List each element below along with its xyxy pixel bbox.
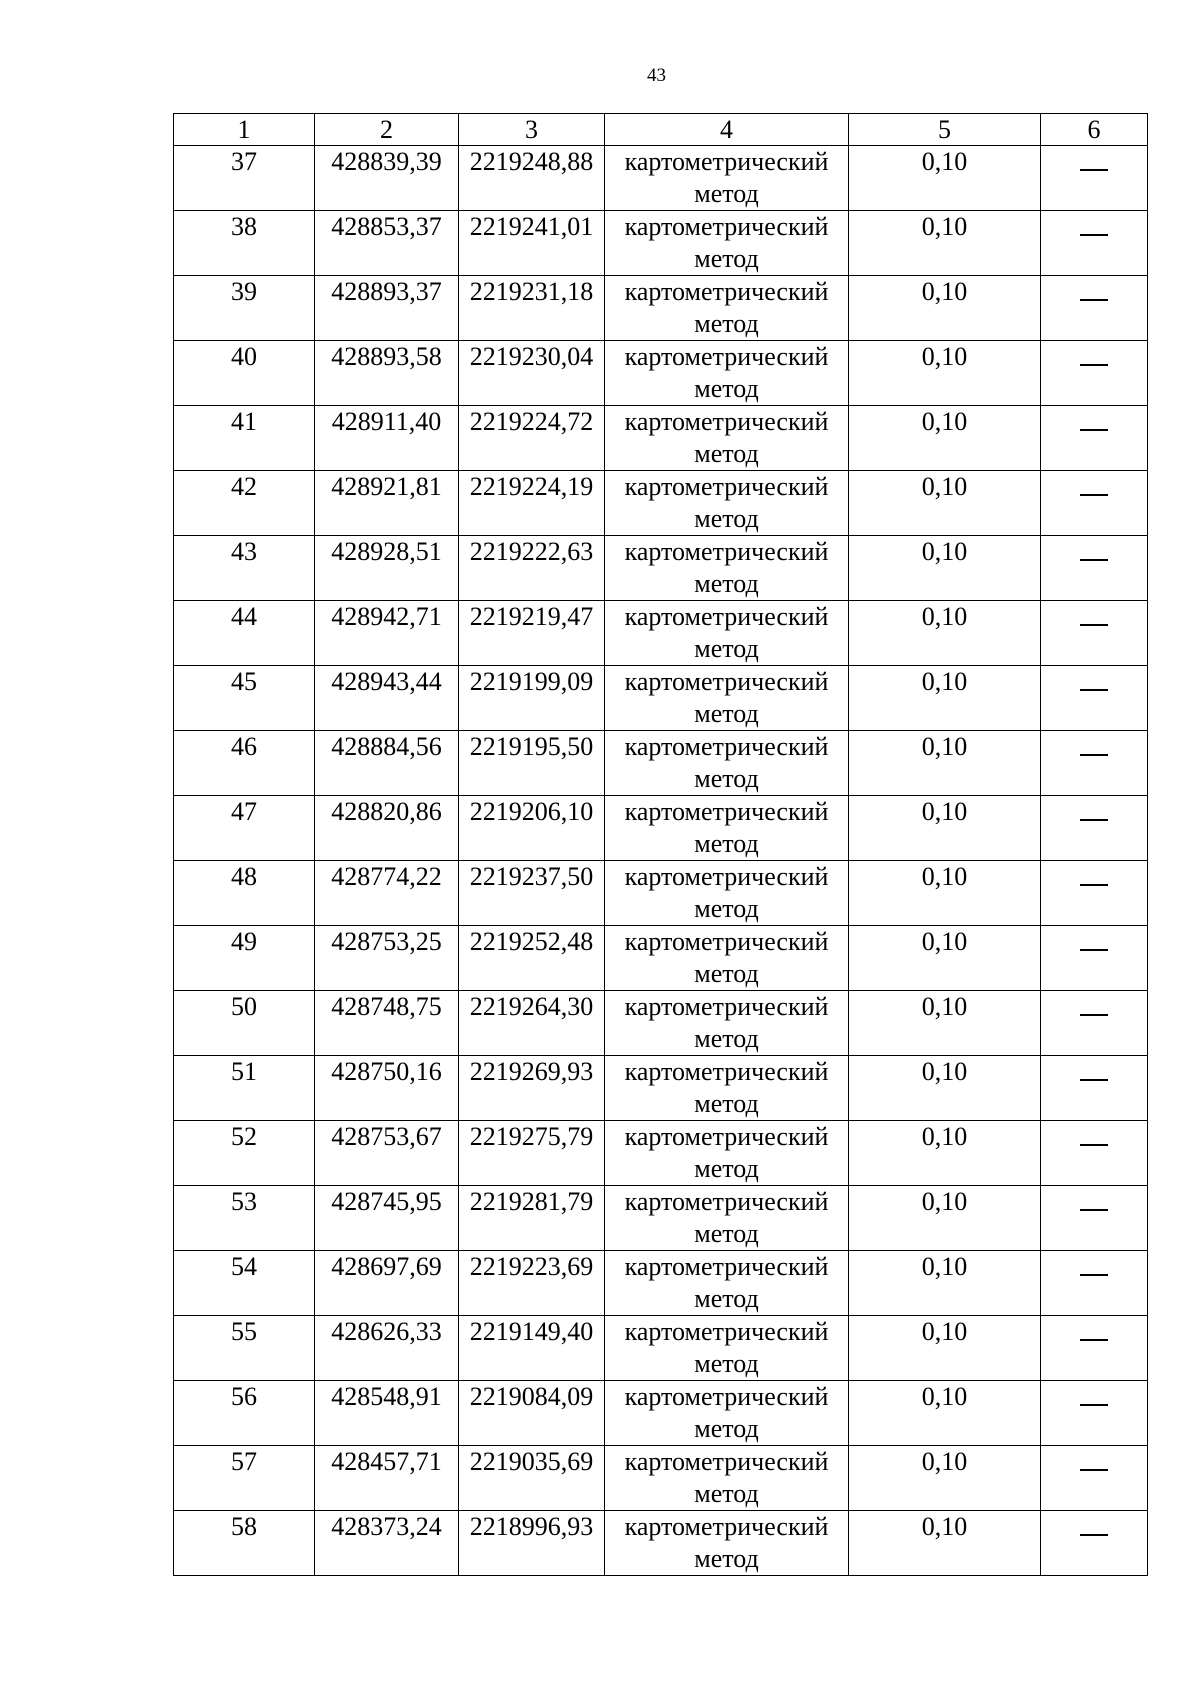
cell-coordinate-y: 2219206,10 bbox=[459, 796, 605, 861]
cell-coordinate-y: 2219237,50 bbox=[459, 861, 605, 926]
dash-mark bbox=[1080, 819, 1108, 821]
table-row bbox=[174, 1186, 1148, 1251]
dash-mark bbox=[1080, 1469, 1108, 1471]
cell-coordinate-y: 2219149,40 bbox=[459, 1316, 605, 1381]
cell-coordinate-y: 2219219,47 bbox=[459, 601, 605, 666]
table-row bbox=[174, 341, 1148, 406]
cell-coordinate-y: 2219195,50 bbox=[459, 731, 605, 796]
cell-accuracy: 0,10 bbox=[849, 926, 1041, 991]
table-row bbox=[174, 211, 1148, 276]
cell-accuracy: 0,10 bbox=[849, 796, 1041, 861]
coordinates-table bbox=[173, 113, 1148, 1576]
cell-point-number: 47 bbox=[174, 796, 315, 861]
cell-method: картометрический метод bbox=[605, 1316, 849, 1381]
cell-point-number: 44 bbox=[174, 601, 315, 666]
table-row bbox=[174, 146, 1148, 211]
cell-method: картометрический метод bbox=[605, 1056, 849, 1121]
table-row bbox=[174, 471, 1148, 536]
cell-accuracy: 0,10 bbox=[849, 1316, 1041, 1381]
cell-note bbox=[1041, 536, 1148, 601]
cell-point-number: 49 bbox=[174, 926, 315, 991]
note-text bbox=[1108, 341, 1109, 342]
cell-coordinate-x: 428942,71 bbox=[315, 601, 459, 666]
cell-coordinate-y: 2219231,18 bbox=[459, 276, 605, 341]
cell-point-number: 45 bbox=[174, 666, 315, 731]
note-text bbox=[1108, 1056, 1109, 1057]
cell-accuracy: 0,10 bbox=[849, 1186, 1041, 1251]
dash-mark bbox=[1080, 1404, 1108, 1406]
cell-accuracy: 0,10 bbox=[849, 1056, 1041, 1121]
cell-coordinate-y: 2219224,19 bbox=[459, 471, 605, 536]
cell-coordinate-x: 428753,67 bbox=[315, 1121, 459, 1186]
table-row bbox=[174, 1316, 1148, 1381]
column-header-2: 2 bbox=[315, 114, 459, 146]
cell-coordinate-y: 2219223,69 bbox=[459, 1251, 605, 1316]
cell-coordinate-y: 2219035,69 bbox=[459, 1446, 605, 1511]
cell-method: картометрический метод bbox=[605, 341, 849, 406]
cell-note bbox=[1041, 406, 1148, 471]
cell-point-number: 56 bbox=[174, 1381, 315, 1446]
note-text bbox=[1108, 536, 1109, 537]
cell-note bbox=[1041, 731, 1148, 796]
note-text bbox=[1108, 276, 1109, 277]
cell-accuracy: 0,10 bbox=[849, 536, 1041, 601]
page-number: 43 bbox=[647, 65, 666, 86]
cell-coordinate-y: 2219199,09 bbox=[459, 666, 605, 731]
cell-point-number: 48 bbox=[174, 861, 315, 926]
dash-mark bbox=[1080, 234, 1108, 236]
table-row bbox=[174, 991, 1148, 1056]
dash-mark bbox=[1080, 884, 1108, 886]
cell-coordinate-x: 428748,75 bbox=[315, 991, 459, 1056]
cell-method: картометрический метод bbox=[605, 926, 849, 991]
cell-point-number: 53 bbox=[174, 1186, 315, 1251]
cell-note bbox=[1041, 1186, 1148, 1251]
cell-coordinate-x: 428774,22 bbox=[315, 861, 459, 926]
cell-accuracy: 0,10 bbox=[849, 146, 1041, 211]
cell-accuracy: 0,10 bbox=[849, 666, 1041, 731]
column-header-6: 6 bbox=[1041, 114, 1148, 146]
cell-accuracy: 0,10 bbox=[849, 1381, 1041, 1446]
note-text bbox=[1108, 406, 1109, 407]
note-text bbox=[1108, 926, 1109, 927]
note-text bbox=[1108, 861, 1109, 862]
cell-coordinate-y: 2219248,88 bbox=[459, 146, 605, 211]
cell-method: картометрический метод bbox=[605, 731, 849, 796]
dash-mark bbox=[1080, 1209, 1108, 1211]
cell-coordinate-y: 2219275,79 bbox=[459, 1121, 605, 1186]
cell-coordinate-x: 428548,91 bbox=[315, 1381, 459, 1446]
cell-accuracy: 0,10 bbox=[849, 731, 1041, 796]
cell-accuracy: 0,10 bbox=[849, 406, 1041, 471]
table-row bbox=[174, 1251, 1148, 1316]
cell-method: картометрический метод bbox=[605, 536, 849, 601]
table-row bbox=[174, 1056, 1148, 1121]
cell-point-number: 39 bbox=[174, 276, 315, 341]
table-header bbox=[174, 114, 1148, 146]
cell-coordinate-x: 428853,37 bbox=[315, 211, 459, 276]
dash-mark bbox=[1080, 1534, 1108, 1536]
cell-method: картометрический метод bbox=[605, 861, 849, 926]
cell-note bbox=[1041, 601, 1148, 666]
cell-method: картометрический метод bbox=[605, 1381, 849, 1446]
cell-method: картометрический метод bbox=[605, 1511, 849, 1576]
cell-coordinate-x: 428820,86 bbox=[315, 796, 459, 861]
cell-accuracy: 0,10 bbox=[849, 991, 1041, 1056]
cell-method: картометрический метод bbox=[605, 471, 849, 536]
note-text bbox=[1108, 601, 1109, 602]
cell-note bbox=[1041, 926, 1148, 991]
cell-accuracy: 0,10 bbox=[849, 211, 1041, 276]
cell-note bbox=[1041, 471, 1148, 536]
cell-coordinate-y: 2219269,93 bbox=[459, 1056, 605, 1121]
cell-point-number: 50 bbox=[174, 991, 315, 1056]
cell-note bbox=[1041, 276, 1148, 341]
cell-coordinate-x: 428373,24 bbox=[315, 1511, 459, 1576]
column-header-3: 3 bbox=[459, 114, 605, 146]
cell-coordinate-x: 428626,33 bbox=[315, 1316, 459, 1381]
table-row bbox=[174, 1511, 1148, 1576]
dash-mark bbox=[1080, 1014, 1108, 1016]
cell-point-number: 43 bbox=[174, 536, 315, 601]
cell-coordinate-x: 428745,95 bbox=[315, 1186, 459, 1251]
table-row bbox=[174, 276, 1148, 341]
cell-method: картометрический метод bbox=[605, 1251, 849, 1316]
dash-mark bbox=[1080, 949, 1108, 951]
note-text bbox=[1108, 1381, 1109, 1382]
dash-mark bbox=[1080, 1274, 1108, 1276]
cell-accuracy: 0,10 bbox=[849, 861, 1041, 926]
cell-method: картометрический метод bbox=[605, 1446, 849, 1511]
cell-point-number: 46 bbox=[174, 731, 315, 796]
cell-point-number: 58 bbox=[174, 1511, 315, 1576]
note-text bbox=[1108, 796, 1109, 797]
cell-coordinate-y: 2219224,72 bbox=[459, 406, 605, 471]
cell-accuracy: 0,10 bbox=[849, 1251, 1041, 1316]
dash-mark bbox=[1080, 559, 1108, 561]
cell-note bbox=[1041, 666, 1148, 731]
column-header-4: 4 bbox=[605, 114, 849, 146]
cell-method: картометрический метод bbox=[605, 796, 849, 861]
cell-coordinate-y: 2219230,04 bbox=[459, 341, 605, 406]
dash-mark bbox=[1080, 169, 1108, 171]
cell-note bbox=[1041, 796, 1148, 861]
dash-mark bbox=[1080, 429, 1108, 431]
cell-point-number: 41 bbox=[174, 406, 315, 471]
cell-point-number: 40 bbox=[174, 341, 315, 406]
cell-coordinate-x: 428753,25 bbox=[315, 926, 459, 991]
cell-note bbox=[1041, 1446, 1148, 1511]
cell-accuracy: 0,10 bbox=[849, 1446, 1041, 1511]
table-row bbox=[174, 666, 1148, 731]
cell-method: картометрический метод bbox=[605, 601, 849, 666]
cell-method: картометрический метод bbox=[605, 991, 849, 1056]
cell-point-number: 51 bbox=[174, 1056, 315, 1121]
cell-coordinate-y: 2218996,93 bbox=[459, 1511, 605, 1576]
note-text bbox=[1108, 146, 1109, 147]
cell-coordinate-x: 428921,81 bbox=[315, 471, 459, 536]
cell-note bbox=[1041, 341, 1148, 406]
cell-coordinate-x: 428893,58 bbox=[315, 341, 459, 406]
cell-accuracy: 0,10 bbox=[849, 471, 1041, 536]
cell-coordinate-y: 2219222,63 bbox=[459, 536, 605, 601]
cell-point-number: 54 bbox=[174, 1251, 315, 1316]
cell-coordinate-x: 428928,51 bbox=[315, 536, 459, 601]
cell-coordinate-x: 428839,39 bbox=[315, 146, 459, 211]
cell-coordinate-y: 2219264,30 bbox=[459, 991, 605, 1056]
note-text bbox=[1108, 666, 1109, 667]
cell-note bbox=[1041, 211, 1148, 276]
cell-point-number: 57 bbox=[174, 1446, 315, 1511]
cell-coordinate-y: 2219281,79 bbox=[459, 1186, 605, 1251]
table-row bbox=[174, 861, 1148, 926]
column-header-1: 1 bbox=[174, 114, 315, 146]
cell-method: картометрический метод bbox=[605, 276, 849, 341]
cell-coordinate-y: 2219084,09 bbox=[459, 1381, 605, 1446]
cell-method: картометрический метод bbox=[605, 211, 849, 276]
note-text bbox=[1108, 1316, 1109, 1317]
cell-method: картометрический метод bbox=[605, 1186, 849, 1251]
note-text bbox=[1108, 1446, 1109, 1447]
cell-coordinate-x: 428943,44 bbox=[315, 666, 459, 731]
table-row bbox=[174, 1446, 1148, 1511]
note-text bbox=[1108, 991, 1109, 992]
cell-note bbox=[1041, 1381, 1148, 1446]
cell-accuracy: 0,10 bbox=[849, 341, 1041, 406]
table-row bbox=[174, 731, 1148, 796]
note-text bbox=[1108, 1251, 1109, 1252]
note-text bbox=[1108, 471, 1109, 472]
note-text bbox=[1108, 1186, 1109, 1187]
dash-mark bbox=[1080, 689, 1108, 691]
dash-mark bbox=[1080, 494, 1108, 496]
cell-coordinate-y: 2219241,01 bbox=[459, 211, 605, 276]
cell-note bbox=[1041, 1251, 1148, 1316]
dash-mark bbox=[1080, 624, 1108, 626]
table-row bbox=[174, 406, 1148, 471]
dash-mark bbox=[1080, 299, 1108, 301]
dash-mark bbox=[1080, 364, 1108, 366]
cell-note bbox=[1041, 1316, 1148, 1381]
note-text bbox=[1108, 731, 1109, 732]
cell-point-number: 37 bbox=[174, 146, 315, 211]
cell-coordinate-x: 428911,40 bbox=[315, 406, 459, 471]
dash-mark bbox=[1080, 754, 1108, 756]
cell-note bbox=[1041, 1056, 1148, 1121]
note-text bbox=[1108, 1511, 1109, 1512]
dash-mark bbox=[1080, 1339, 1108, 1341]
table-row bbox=[174, 601, 1148, 666]
cell-coordinate-x: 428457,71 bbox=[315, 1446, 459, 1511]
cell-point-number: 38 bbox=[174, 211, 315, 276]
cell-method: картометрический метод bbox=[605, 1121, 849, 1186]
cell-accuracy: 0,10 bbox=[849, 1511, 1041, 1576]
cell-note bbox=[1041, 1511, 1148, 1576]
dash-mark bbox=[1080, 1079, 1108, 1081]
cell-note bbox=[1041, 991, 1148, 1056]
table-row bbox=[174, 796, 1148, 861]
cell-note bbox=[1041, 1121, 1148, 1186]
table-row bbox=[174, 926, 1148, 991]
cell-coordinate-x: 428884,56 bbox=[315, 731, 459, 796]
cell-note bbox=[1041, 861, 1148, 926]
header-row bbox=[174, 114, 1148, 146]
cell-coordinate-x: 428893,37 bbox=[315, 276, 459, 341]
cell-note bbox=[1041, 146, 1148, 211]
dash-mark bbox=[1080, 1144, 1108, 1146]
note-text bbox=[1108, 1121, 1109, 1122]
table-body bbox=[174, 146, 1148, 1576]
column-header-5: 5 bbox=[849, 114, 1041, 146]
table-row bbox=[174, 1381, 1148, 1446]
table-row bbox=[174, 1121, 1148, 1186]
cell-method: картометрический метод bbox=[605, 406, 849, 471]
cell-point-number: 42 bbox=[174, 471, 315, 536]
cell-point-number: 52 bbox=[174, 1121, 315, 1186]
cell-coordinate-x: 428697,69 bbox=[315, 1251, 459, 1316]
cell-accuracy: 0,10 bbox=[849, 1121, 1041, 1186]
cell-coordinate-y: 2219252,48 bbox=[459, 926, 605, 991]
cell-method: картометрический метод bbox=[605, 146, 849, 211]
cell-point-number: 55 bbox=[174, 1316, 315, 1381]
cell-accuracy: 0,10 bbox=[849, 601, 1041, 666]
table-row bbox=[174, 536, 1148, 601]
cell-coordinate-x: 428750,16 bbox=[315, 1056, 459, 1121]
cell-accuracy: 0,10 bbox=[849, 276, 1041, 341]
cell-method: картометрический метод bbox=[605, 666, 849, 731]
note-text bbox=[1108, 211, 1109, 212]
